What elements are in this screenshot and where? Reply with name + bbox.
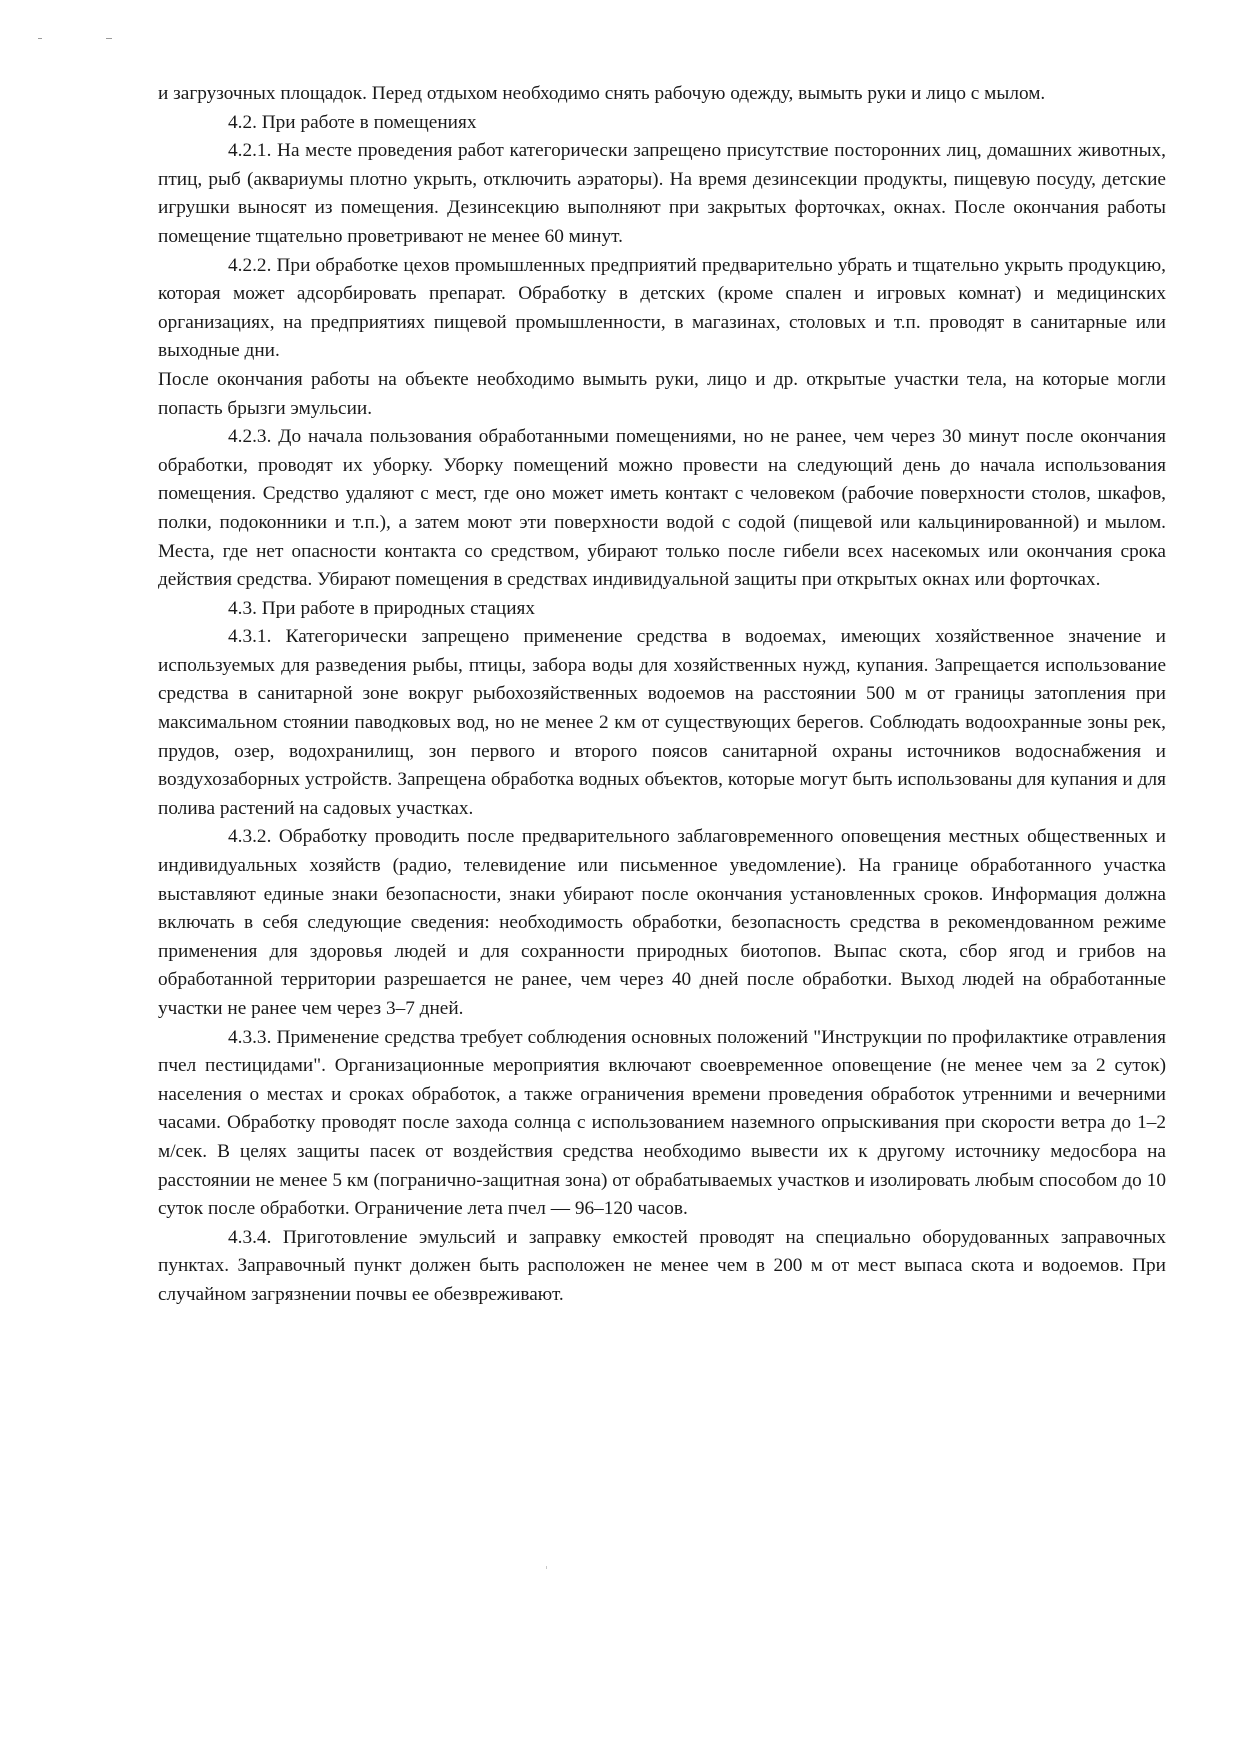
paragraph-4-3-3: 4.3.3. Применение средства требует соблюдения основных положений "Инструкции по профилактике отравления пчел пестицидами". Организационные мероприятия включают своевременное оповещение (не менее чем за 2 суток) населения о местах и сроках обработок, а также ограничения времени проведения обработок утренними и вечерними часами. Обработку проводят после захода солнца с использованием наземного опрыскивания при скорости ветра до 1–2 м/сек. В целях защиты пасек от воздействия средства необходимо вывести их к другому источнику медосбора на расстоянии не менее 5 км (погранично-защитная зона) от обрабатываемых участков и изолировать любым способом до 10 суток после обработки. Ограничение лета пчел — 96–120 часов. (158, 1026, 1166, 1220)
paragraph-continuation: и загрузочных площадок. Перед отдыхом необходимо снять рабочую одежду, вымыть руки и лицо с мылом. (158, 83, 1046, 104)
paragraph-4-2-3: 4.2.3. До начала пользования обработанными помещениями, но не ранее, чем через 30 минут после окончания обработки, проводят их уборку. Уборку помещений можно провести на следующий день до начала использования помещения. Средство удаляют с мест, где оно может иметь контакт с человеком (рабочие поверхности столов, шкафов, полки, подоконники и т.п.), а затем моют эти поверхности водой с содой (пищевой или кальцинированной) и мылом. Места, где нет опасности контакта со средством, убирают только после гибели всех насекомых или окончания срока действия средства. Убирают помещения в средствах индивидуальной защиты при открытых окнах или форточках. (158, 426, 1166, 591)
paragraph-4-3-2: 4.3.2. Обработку проводить после предварительного заблаговременного оповещения местных общественных и индивидуальных хозяйств (радио, телевидение или письменное уведомление). На границе обработанного участка выставляют единые знаки безопасности, знаки убирают после окончания установленных сроков. Информация должна включать в себя следующие сведения: необходимость обработки, безопасность средства в рекомендованном режиме применения для здоровья людей и для сохранности природных биотопов. Выпас скота, сбор ягод и грибов на обработанной территории разрешается не ранее, чем через 40 дней после обработки. Выход людей на обработанные участки не ранее чем через 3–7 дней. (158, 826, 1166, 1019)
section-heading-4-2: 4.2. При работе в помещениях (228, 111, 477, 133)
paragraph-4-2-2: 4.2.2. При обработке цехов промышленных предприятий предварительно убрать и тщательно укрыть продукцию, которая может адсорбировать препарат. Обработку в детских (кроме спален и игровых комнат) и медицинских организациях, на предприятиях пищевой промышленности, в магазинах, столовых и т.п. проводят в санитарные или выходные дни. (158, 254, 1166, 362)
scan-artifact-mark (38, 38, 42, 39)
scan-artifact-mark (106, 38, 112, 39)
section-heading-4-3: 4.3. При работе в природных стациях (228, 597, 536, 619)
paragraph-4-2-1: 4.2.1. На месте проведения работ категорически запрещено присутствие посторонних лиц, домашних животных, птиц, рыб (аквариумы плотно укрыть, отключить аэраторы). На время дезинсекции продукты, пищевую посуду, детские игрушки выносят из помещения. Дезинсекцию выполняют при закрытых форточках, окнах. После окончания работы помещение тщательно проветривают не менее 60 минут. (158, 140, 1166, 247)
document-page (158, 80, 1166, 1310)
paragraph-4-3-1: 4.3.1. Категорически запрещено применение средства в водоемах, имеющих хозяйственное значение и используемых для разведения рыбы, птицы, забора воды для хозяйственных нужд, купания. Запрещается использование средства в санитарной зоне вокруг рыбохозяйственных водоемов на расстоянии 500 м от границы затопления при максимальном стоянии паводковых вод, но не менее 2 км от существующих берегов. Соблюдать водоохранные зоны рек, прудов, озер, водохранилищ, зон первого и второго поясов санитарной охраны источников водоснабжения и воздухозаборных устройств. Запрещена обработка водных объектов, которые могут быть использованы для купания и для полива растений на садовых участках. (158, 626, 1166, 819)
paragraph-4-2-2-continued: После окончания работы на объекте необходимо вымыть руки, лицо и др. открытые участки тела, на которые могли попасть брызги эмульсии. (158, 368, 1166, 419)
scan-artifact-dot (546, 1566, 547, 1569)
paragraph-4-3-4: 4.3.4. Приготовление эмульсий и заправку емкостей проводят на специально оборудованных заправочных пунктах. Заправочный пункт должен быть расположен не менее чем в 200 м от мест выпаса скота и водоемов. При случайном загрязнении почвы ее обезвреживают. (158, 1226, 1166, 1305)
